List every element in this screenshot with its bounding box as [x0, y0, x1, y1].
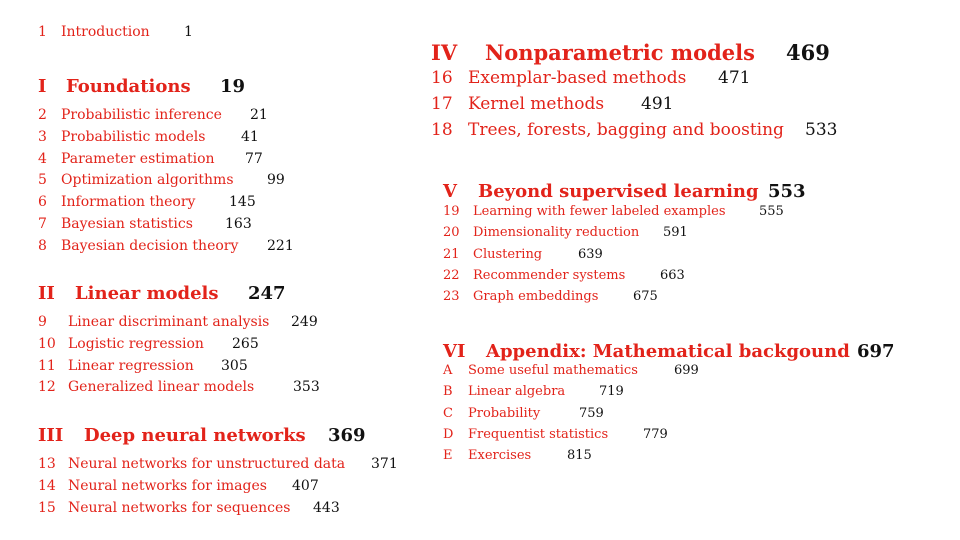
- chapter-title[interactable]: Linear regression: [68, 357, 194, 374]
- chapter-number[interactable]: C: [443, 405, 453, 421]
- page-number: 305: [221, 357, 248, 374]
- chapter-title[interactable]: Neural networks for sequences: [68, 499, 291, 516]
- page-number: 41: [241, 128, 259, 145]
- chapter-number[interactable]: 8: [38, 237, 47, 254]
- chapter-title[interactable]: Exemplar-based methods: [468, 68, 687, 88]
- page-number: 533: [805, 120, 838, 140]
- chapter-number[interactable]: A: [443, 363, 453, 378]
- part-title[interactable]: Beyond supervised learning: [478, 181, 759, 202]
- chapter-number[interactable]: 19: [443, 204, 460, 219]
- page-number: 77: [245, 150, 263, 167]
- chapter-title[interactable]: Learning with fewer labeled examples: [473, 204, 726, 219]
- page-number: 491: [641, 94, 674, 114]
- chapter-number[interactable]: 18: [431, 120, 453, 140]
- part-title[interactable]: Foundations: [66, 76, 191, 97]
- chapter-number[interactable]: 9: [38, 314, 47, 330]
- chapter-number[interactable]: 16: [431, 68, 453, 88]
- chapter-title[interactable]: Bayesian decision theory: [61, 237, 239, 254]
- chapter-title[interactable]: Introduction: [61, 24, 150, 40]
- chapter-number[interactable]: 14: [38, 477, 56, 494]
- page-number: 21: [250, 107, 268, 123]
- chapter-title[interactable]: Dimensionality reduction: [473, 225, 640, 241]
- page-number: 471: [718, 68, 751, 88]
- part-title[interactable]: Nonparametric models: [485, 40, 755, 65]
- chapter-number[interactable]: 23: [443, 289, 460, 305]
- chapter-number[interactable]: 22: [443, 267, 460, 283]
- part-number[interactable]: III: [38, 425, 64, 446]
- chapter-title[interactable]: Logistic regression: [68, 335, 204, 352]
- chapter-title[interactable]: Generalized linear models: [68, 379, 255, 396]
- chapter-title[interactable]: Parameter estimation: [61, 150, 215, 167]
- page-number: 371: [371, 456, 398, 472]
- page-number: 407: [292, 477, 319, 494]
- page-number: 247: [248, 283, 286, 304]
- chapter-title[interactable]: Clustering: [473, 246, 543, 262]
- chapter-number[interactable]: 6: [38, 194, 47, 211]
- part-title[interactable]: Deep neural networks: [84, 425, 306, 446]
- page-number: 145: [229, 194, 256, 211]
- page-number: 639: [578, 246, 603, 262]
- chapter-title[interactable]: Information theory: [61, 194, 196, 211]
- part-title[interactable]: Appendix: Mathematical backgound: [486, 341, 850, 362]
- chapter-number[interactable]: D: [443, 426, 454, 442]
- page-number: 443: [313, 499, 340, 516]
- page-number: 353: [293, 379, 320, 396]
- chapter-number[interactable]: B: [443, 384, 453, 400]
- page-number: 19: [220, 76, 246, 97]
- chapter-title[interactable]: Trees, forests, bagging and boosting: [468, 120, 784, 140]
- chapter-number[interactable]: E: [443, 448, 453, 464]
- chapter-number[interactable]: 12: [38, 379, 56, 396]
- part-number[interactable]: V: [443, 181, 457, 202]
- chapter-title[interactable]: Graph embeddings: [473, 289, 599, 305]
- chapter-number[interactable]: 1: [38, 24, 47, 40]
- chapter-number[interactable]: 13: [38, 456, 56, 472]
- chapter-number[interactable]: 3: [38, 128, 47, 145]
- part-number[interactable]: II: [38, 283, 55, 304]
- chapter-title[interactable]: Linear algebra: [468, 384, 566, 400]
- page-number: 265: [232, 335, 259, 352]
- chapter-number[interactable]: 21: [443, 246, 460, 262]
- chapter-title[interactable]: Neural networks for images: [68, 477, 267, 494]
- page-number: 719: [599, 384, 624, 400]
- chapter-title[interactable]: Optimization algorithms: [61, 172, 234, 189]
- page-number: 697: [857, 341, 895, 362]
- part-number[interactable]: I: [38, 76, 47, 97]
- part-number[interactable]: VI: [443, 341, 466, 362]
- chapter-title[interactable]: Probabilistic models: [61, 128, 206, 145]
- chapter-number[interactable]: 2: [38, 107, 47, 123]
- chapter-number[interactable]: 15: [38, 499, 56, 516]
- chapter-title[interactable]: Recommender systems: [473, 267, 626, 283]
- page-number: 815: [567, 448, 592, 464]
- page-number: 369: [328, 425, 366, 446]
- page-number: 221: [267, 237, 294, 254]
- chapter-number[interactable]: 11: [38, 357, 56, 374]
- chapter-title[interactable]: Kernel methods: [468, 94, 605, 114]
- page-number: 469: [786, 40, 830, 65]
- page-number: 779: [643, 426, 668, 442]
- chapter-title[interactable]: Probabilistic inference: [61, 107, 222, 123]
- page-number: 675: [633, 289, 658, 305]
- part-number[interactable]: IV: [431, 40, 458, 65]
- page-number: 249: [291, 314, 318, 330]
- page-number: 553: [768, 181, 806, 202]
- chapter-number[interactable]: 20: [443, 225, 460, 241]
- chapter-title[interactable]: Exercises: [468, 448, 532, 464]
- page-number: 759: [579, 405, 604, 421]
- chapter-number[interactable]: 7: [38, 216, 47, 232]
- page-number: 699: [674, 363, 699, 378]
- page-number: 1: [184, 24, 193, 40]
- chapter-number[interactable]: 17: [431, 94, 453, 114]
- chapter-number[interactable]: 4: [38, 150, 47, 167]
- chapter-title[interactable]: Bayesian statistics: [61, 216, 193, 232]
- chapter-title[interactable]: Linear discriminant analysis: [68, 314, 270, 330]
- chapter-title[interactable]: Some useful mathematics: [468, 363, 638, 378]
- chapter-title[interactable]: Probability: [468, 405, 541, 421]
- page-number: 555: [759, 204, 784, 219]
- page-number: 163: [225, 216, 252, 232]
- chapter-number[interactable]: 10: [38, 335, 56, 352]
- chapter-title[interactable]: Neural networks for unstructured data: [68, 456, 346, 472]
- page-number: 99: [267, 172, 285, 189]
- page-number: 663: [660, 267, 685, 283]
- part-title[interactable]: Linear models: [75, 283, 219, 304]
- page-number: 591: [663, 225, 688, 241]
- chapter-title[interactable]: Frequentist statistics: [468, 426, 609, 442]
- chapter-number[interactable]: 5: [38, 172, 47, 189]
